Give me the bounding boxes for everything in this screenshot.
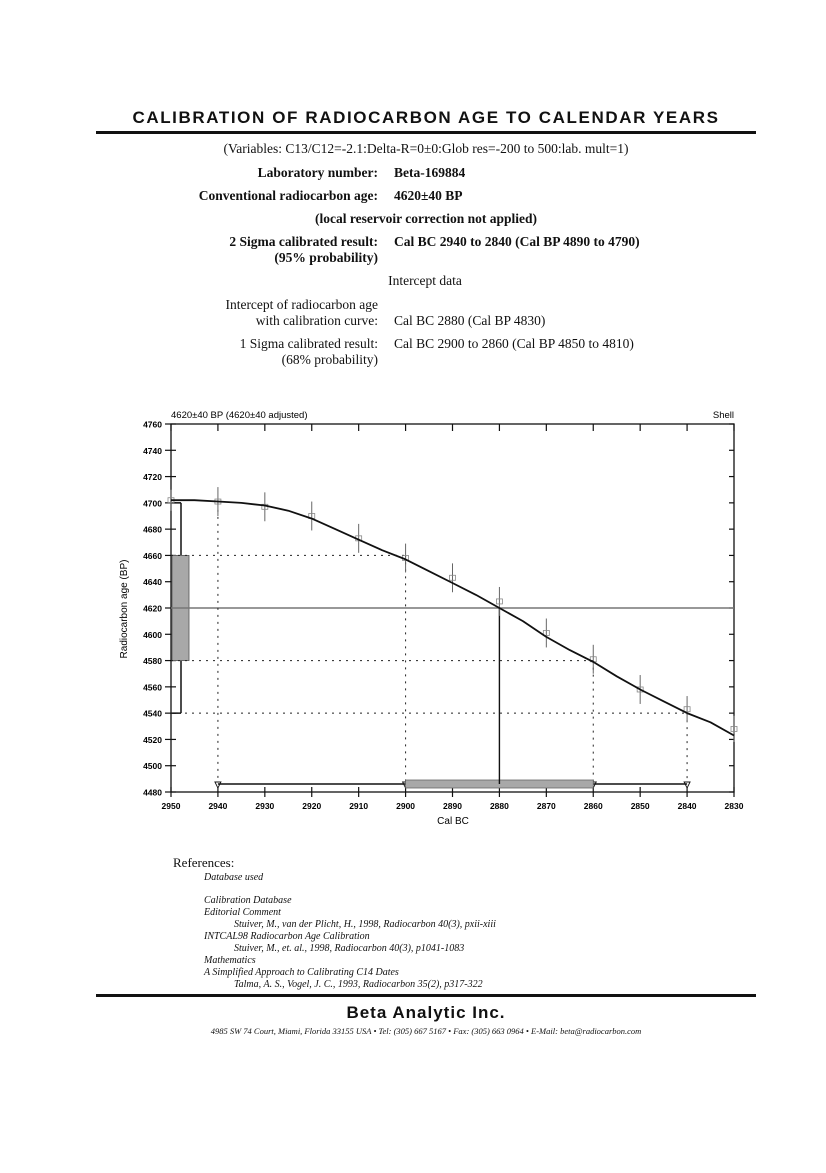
x-tick-label: 2940	[208, 801, 228, 811]
chart-title: 4620±40 BP (4620±40 adjusted)	[171, 410, 308, 421]
references-heading: References:	[173, 855, 235, 870]
y-tick-label: 4560	[143, 682, 162, 693]
chart-marks	[143, 420, 744, 812]
ref-editorial-cite: Stuiver, M., van der Plicht, H., 1998, Radiocarbon 40(3), pxii-xiii	[234, 919, 496, 930]
intercept-value: Cal BC 2880 (Cal BP 4830)	[394, 313, 546, 328]
variables-line: (Variables: C13/C12=-2.1:Delta-R=0±0:Glob res=-200 to 500:lab. mult=1)	[223, 141, 629, 156]
lab-number-label: Laboratory number:	[257, 165, 378, 180]
sigma2-value: Cal BC 2940 to 2840 (Cal BP 4890 to 4790)	[394, 234, 640, 249]
x-tick-label: 2880	[489, 801, 509, 811]
footer-rule	[96, 994, 756, 997]
intercept-heading: Intercept data	[388, 273, 462, 288]
x-tick-label: 2830	[724, 801, 744, 811]
x-tick-label: 2950	[161, 801, 181, 811]
x-tick-label: 2900	[396, 801, 416, 811]
intercept-label-line2: with calibration curve:	[255, 313, 378, 328]
y-tick-label: 4760	[143, 419, 162, 430]
y-tick-label: 4700	[143, 498, 162, 509]
report-title: CALIBRATION OF RADIOCARBON AGE TO CALENDAR YEARS	[132, 108, 720, 127]
age-label: Conventional radiocarbon age:	[198, 188, 378, 203]
y-tick-label: 4620	[143, 603, 162, 614]
y-tick-label: 4640	[143, 577, 162, 588]
y-tick-label: 4680	[143, 524, 162, 535]
ref-database-used: Database used	[204, 872, 264, 883]
reservoir-note: (local reservoir correction not applied)	[315, 211, 537, 226]
range-arrow	[215, 782, 221, 788]
range-arrow	[684, 782, 690, 788]
y-tick-label: 4480	[143, 787, 162, 798]
ref-calibration-database: Calibration Database	[204, 895, 292, 906]
chart-corner-label: Shell	[712, 410, 734, 421]
x-axis-label: Cal BC	[437, 816, 469, 827]
intercept-label-line1: Intercept of radiocarbon age	[225, 297, 378, 312]
x-tick-label: 2870	[536, 801, 556, 811]
x-tick-label: 2920	[302, 801, 322, 811]
x-tick-label: 2910	[349, 801, 369, 811]
x-tick-label: 2860	[583, 801, 603, 811]
company-name: Beta Analytic Inc.	[346, 1003, 506, 1022]
y-tick-label: 4520	[143, 734, 162, 745]
ref-simplified-cite: Talma, A. S., Vogel, J. C., 1993, Radiocarbon 35(2), p317-322	[234, 979, 483, 990]
sigma1-value: Cal BC 2900 to 2860 (Cal BP 4850 to 4810)	[394, 336, 634, 351]
company-address: 4985 SW 74 Court, Miami, Florida 33155 USA • Tel: (305) 667 5167 • Fax: (305) 663 0964 • E-Mail: beta@radiocarbon.com	[210, 1026, 642, 1036]
sigma1-label: 1 Sigma calibrated result:	[239, 336, 378, 351]
sigma2-label: 2 Sigma calibrated result:	[229, 234, 378, 249]
x-tick-label: 2840	[677, 801, 697, 811]
ref-editorial: Editorial Comment	[204, 907, 281, 918]
y-tick-label: 4660	[143, 550, 162, 561]
y-axis-label: Radiocarbon age (BP)	[119, 559, 130, 659]
x-tick-label: 2930	[255, 801, 275, 811]
y-tick-label: 4600	[143, 629, 162, 640]
ref-intcal-cite: Stuiver, M., et. al., 1998, Radiocarbon 40(3), p1041-1083	[234, 943, 465, 954]
ref-simplified: A Simplified Approach to Calibrating C14 Dates	[204, 967, 399, 978]
age-value: 4620±40 BP	[394, 188, 463, 203]
y-tick-label: 4580	[143, 656, 162, 667]
y-tick-label: 4500	[143, 761, 162, 772]
ref-intcal: INTCAL98 Radiocarbon Age Calibration	[204, 931, 370, 942]
x-tick-label: 2850	[630, 801, 650, 811]
y-tick-label: 4540	[143, 708, 162, 719]
ref-mathematics: Mathematics	[204, 955, 256, 966]
lab-number-value: Beta-169884	[394, 165, 466, 180]
y-tick-label: 4720	[143, 472, 162, 483]
y-tick-label: 4740	[143, 445, 162, 456]
sigma1-probability: (68% probability)	[281, 352, 378, 367]
calibration-curve	[171, 500, 734, 735]
sigma2-probability: (95% probability)	[274, 250, 378, 265]
x-tick-label: 2890	[443, 801, 462, 811]
